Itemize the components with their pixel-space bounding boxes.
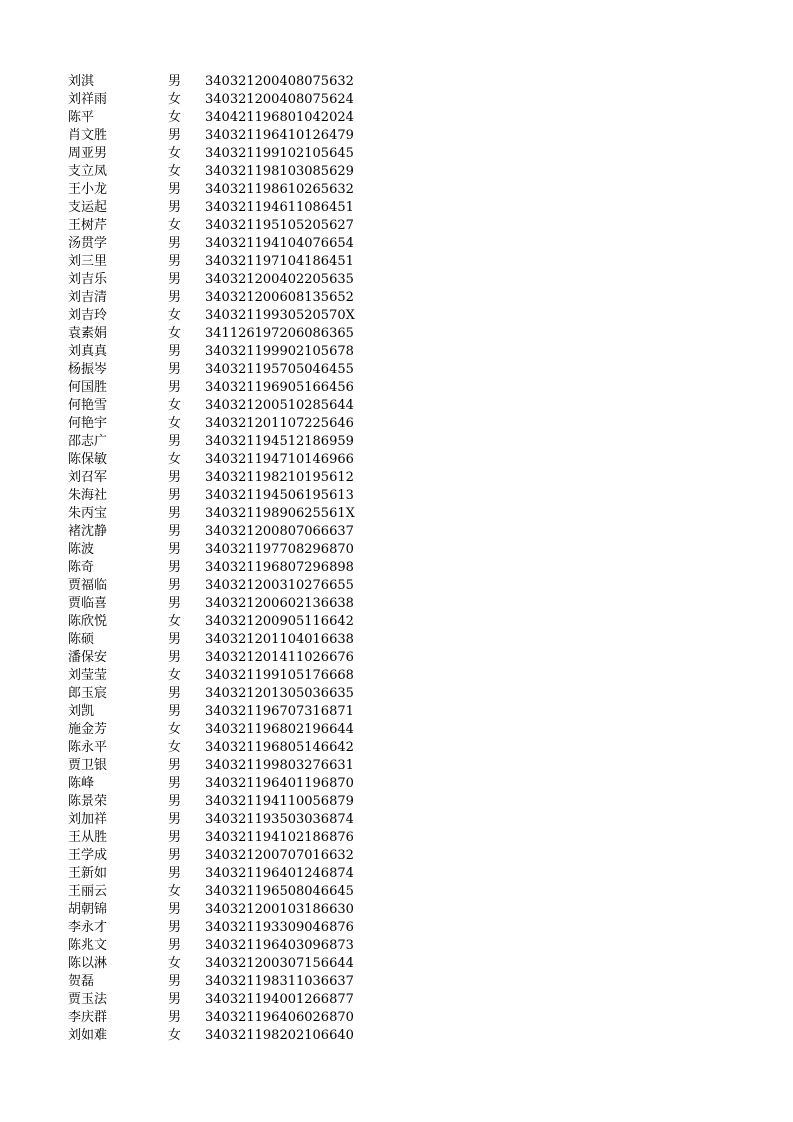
gender-cell: 男: [168, 794, 182, 809]
table-row: [68, 847, 368, 865]
name-cell: 陈永平: [68, 740, 108, 755]
id-number-cell: 340321198311036637: [205, 974, 354, 989]
table-row: [68, 613, 368, 631]
record-table: [68, 73, 368, 1045]
name-cell: 何国胜: [68, 380, 108, 395]
name-cell: 施金芳: [68, 722, 108, 737]
table-row: [68, 289, 368, 307]
id-number-cell: 340321200807066637: [205, 524, 354, 539]
name-cell: 刘吉玲: [68, 308, 108, 323]
id-number-cell: 340321198210195612: [205, 470, 354, 485]
gender-cell: 女: [168, 164, 182, 179]
name-cell: 汤贯学: [68, 236, 108, 251]
name-cell: 朱海社: [68, 488, 108, 503]
table-row: [68, 901, 368, 919]
table-row: [68, 109, 368, 127]
table-row: [68, 811, 368, 829]
name-cell: 支运起: [68, 200, 108, 215]
name-cell: 陈奇: [68, 560, 95, 575]
gender-cell: 男: [168, 992, 182, 1007]
table-row: [68, 145, 368, 163]
gender-cell: 男: [168, 272, 182, 287]
table-row: [68, 91, 368, 109]
table-row: [68, 775, 368, 793]
table-row: [68, 577, 368, 595]
gender-cell: 男: [168, 632, 182, 647]
id-number-cell: 340421196801042024: [205, 110, 354, 125]
gender-cell: 男: [168, 1010, 182, 1025]
name-cell: 陈硕: [68, 632, 95, 647]
name-cell: 刘凯: [68, 704, 95, 719]
table-row: [68, 739, 368, 757]
name-cell: 陈以淋: [68, 956, 108, 971]
table-row: [68, 343, 368, 361]
name-cell: 刘祥雨: [68, 92, 108, 107]
id-number-cell: 340321200402205635: [205, 272, 354, 287]
id-number-cell: 340321198202106640: [205, 1028, 354, 1043]
table-row: [68, 397, 368, 415]
name-cell: 刘莹莹: [68, 668, 108, 683]
table-row: [68, 253, 368, 271]
name-cell: 陈平: [68, 110, 95, 125]
table-row: [68, 199, 368, 217]
gender-cell: 男: [168, 542, 182, 557]
table-row: [68, 595, 368, 613]
name-cell: 何艳宇: [68, 416, 108, 431]
gender-cell: 男: [168, 344, 182, 359]
gender-cell: 女: [168, 722, 182, 737]
table-row: [68, 325, 368, 343]
id-number-cell: 340321196406026870: [205, 1010, 354, 1025]
gender-cell: 男: [168, 254, 182, 269]
id-number-cell: 340321201107225646: [205, 416, 354, 431]
name-cell: 陈峰: [68, 776, 95, 791]
name-cell: 王树芹: [68, 218, 108, 233]
table-row: [68, 955, 368, 973]
table-row: [68, 1027, 368, 1045]
id-number-cell: 340321196807296898: [205, 560, 354, 575]
name-cell: 贾福临: [68, 578, 108, 593]
gender-cell: 男: [168, 650, 182, 665]
gender-cell: 女: [168, 218, 182, 233]
table-row: [68, 829, 368, 847]
id-number-cell: 340321200103186630: [205, 902, 354, 917]
id-number-cell: 340321194506195613: [205, 488, 354, 503]
name-cell: 李永才: [68, 920, 108, 935]
gender-cell: 男: [168, 290, 182, 305]
name-cell: 胡朝锦: [68, 902, 108, 917]
name-cell: 陈保敏: [68, 452, 108, 467]
gender-cell: 男: [168, 848, 182, 863]
name-cell: 何艳雪: [68, 398, 108, 413]
table-row: [68, 865, 368, 883]
id-number-cell: 340321200608135652: [205, 290, 354, 305]
table-row: [68, 217, 368, 235]
id-number-cell: 340321200307156644: [205, 956, 354, 971]
id-number-cell: 340321196401246874: [205, 866, 354, 881]
name-cell: 陈波: [68, 542, 95, 557]
name-cell: 潘保安: [68, 650, 108, 665]
table-row: [68, 973, 368, 991]
gender-cell: 男: [168, 578, 182, 593]
gender-cell: 女: [168, 110, 182, 125]
id-number-cell: 340321196805146642: [205, 740, 354, 755]
name-cell: 褚沈静: [68, 524, 108, 539]
id-number-cell: 340321194710146966: [205, 452, 354, 467]
id-number-cell: 340321195105205627: [205, 218, 354, 233]
gender-cell: 男: [168, 182, 182, 197]
table-row: [68, 433, 368, 451]
id-number-cell: 341126197206086365: [205, 326, 354, 341]
gender-cell: 男: [168, 920, 182, 935]
id-number-cell: 340321197708296870: [205, 542, 354, 557]
table-row: [68, 73, 368, 91]
id-number-cell: 340321194102186876: [205, 830, 354, 845]
table-row: [68, 685, 368, 703]
name-cell: 刘三里: [68, 254, 108, 269]
name-cell: 刘吉清: [68, 290, 108, 305]
table-row: [68, 523, 368, 541]
id-number-cell: 340321200510285644: [205, 398, 354, 413]
gender-cell: 女: [168, 1028, 182, 1043]
gender-cell: 男: [168, 380, 182, 395]
gender-cell: 女: [168, 146, 182, 161]
gender-cell: 男: [168, 830, 182, 845]
name-cell: 李庆群: [68, 1010, 108, 1025]
gender-cell: 男: [168, 434, 182, 449]
gender-cell: 男: [168, 74, 182, 89]
gender-cell: 女: [168, 398, 182, 413]
name-cell: 刘吉乐: [68, 272, 108, 287]
table-row: [68, 181, 368, 199]
gender-cell: 男: [168, 758, 182, 773]
id-number-cell: 340321200408075624: [205, 92, 354, 107]
table-row: [68, 631, 368, 649]
table-row: [68, 883, 368, 901]
id-number-cell: 340321196802196644: [205, 722, 354, 737]
id-number-cell: 34032119930520570X: [205, 308, 355, 323]
name-cell: 贾临喜: [68, 596, 108, 611]
table-row: [68, 163, 368, 181]
name-cell: 袁素娟: [68, 326, 108, 341]
name-cell: 刘真真: [68, 344, 108, 359]
gender-cell: 女: [168, 452, 182, 467]
gender-cell: 女: [168, 92, 182, 107]
table-row: [68, 505, 368, 523]
gender-cell: 男: [168, 200, 182, 215]
table-row: [68, 451, 368, 469]
id-number-cell: 340321196401196870: [205, 776, 354, 791]
id-number-cell: 340321194611086451: [205, 200, 354, 215]
gender-cell: 男: [168, 686, 182, 701]
gender-cell: 男: [168, 470, 182, 485]
name-cell: 王新如: [68, 866, 108, 881]
gender-cell: 男: [168, 128, 182, 143]
id-number-cell: 340321200707016632: [205, 848, 354, 863]
table-row: [68, 469, 368, 487]
name-cell: 王学成: [68, 848, 108, 863]
name-cell: 王从胜: [68, 830, 108, 845]
id-number-cell: 340321194110056879: [205, 794, 354, 809]
id-number-cell: 340321197104186451: [205, 254, 354, 269]
id-number-cell: 340321198103085629: [205, 164, 354, 179]
gender-cell: 男: [168, 938, 182, 953]
gender-cell: 男: [168, 704, 182, 719]
name-cell: 周亚男: [68, 146, 108, 161]
id-number-cell: 340321200310276655: [205, 578, 354, 593]
table-row: [68, 559, 368, 577]
id-number-cell: 340321195705046455: [205, 362, 354, 377]
gender-cell: 女: [168, 668, 182, 683]
id-number-cell: 340321199902105678: [205, 344, 354, 359]
table-row: [68, 127, 368, 145]
id-number-cell: 340321194104076654: [205, 236, 354, 251]
id-number-cell: 340321196403096873: [205, 938, 354, 953]
id-number-cell: 340321199102105645: [205, 146, 354, 161]
id-number-cell: 34032119890625561X: [205, 506, 355, 521]
gender-cell: 女: [168, 308, 182, 323]
gender-cell: 男: [168, 236, 182, 251]
id-number-cell: 340321196410126479: [205, 128, 354, 143]
gender-cell: 男: [168, 488, 182, 503]
id-number-cell: 340321200408075632: [205, 74, 354, 89]
gender-cell: 男: [168, 596, 182, 611]
table-row: [68, 271, 368, 289]
id-number-cell: 340321196707316871: [205, 704, 354, 719]
table-row: [68, 793, 368, 811]
name-cell: 肖文胜: [68, 128, 108, 143]
name-cell: 刘召军: [68, 470, 108, 485]
name-cell: 王小龙: [68, 182, 108, 197]
name-cell: 郎玉宸: [68, 686, 108, 701]
id-number-cell: 340321199803276631: [205, 758, 354, 773]
id-number-cell: 340321201305036635: [205, 686, 354, 701]
table-row: [68, 667, 368, 685]
table-row: [68, 235, 368, 253]
gender-cell: 女: [168, 740, 182, 755]
gender-cell: 男: [168, 560, 182, 575]
id-number-cell: 340321200602136638: [205, 596, 354, 611]
name-cell: 刘如难: [68, 1028, 108, 1043]
table-row: [68, 991, 368, 1009]
table-row: [68, 919, 368, 937]
gender-cell: 女: [168, 956, 182, 971]
name-cell: 支立凤: [68, 164, 108, 179]
name-cell: 贺磊: [68, 974, 95, 989]
id-number-cell: 340321199105176668: [205, 668, 354, 683]
table-row: [68, 649, 368, 667]
name-cell: 王丽云: [68, 884, 108, 899]
gender-cell: 女: [168, 884, 182, 899]
table-row: [68, 721, 368, 739]
id-number-cell: 340321196905166456: [205, 380, 354, 395]
name-cell: 陈欣悦: [68, 614, 108, 629]
id-number-cell: 340321198610265632: [205, 182, 354, 197]
gender-cell: 男: [168, 974, 182, 989]
table-row: [68, 415, 368, 433]
id-number-cell: 340321196508046645: [205, 884, 354, 899]
table-row: [68, 703, 368, 721]
gender-cell: 男: [168, 902, 182, 917]
table-row: [68, 757, 368, 775]
gender-cell: 男: [168, 812, 182, 827]
name-cell: 贾玉法: [68, 992, 108, 1007]
table-row: [68, 379, 368, 397]
gender-cell: 女: [168, 614, 182, 629]
table-row: [68, 1009, 368, 1027]
name-cell: 陈兆文: [68, 938, 108, 953]
name-cell: 朱丙宝: [68, 506, 108, 521]
table-row: [68, 307, 368, 325]
table-row: [68, 361, 368, 379]
gender-cell: 男: [168, 776, 182, 791]
table-row: [68, 937, 368, 955]
table-row: [68, 541, 368, 559]
name-cell: 邵志广: [68, 434, 108, 449]
name-cell: 刘淇: [68, 74, 95, 89]
id-number-cell: 340321193503036874: [205, 812, 354, 827]
gender-cell: 男: [168, 524, 182, 539]
id-number-cell: 340321201104016638: [205, 632, 354, 647]
name-cell: 贾卫银: [68, 758, 108, 773]
name-cell: 陈景荣: [68, 794, 108, 809]
id-number-cell: 340321193309046876: [205, 920, 354, 935]
name-cell: 刘加祥: [68, 812, 108, 827]
gender-cell: 男: [168, 506, 182, 521]
gender-cell: 男: [168, 866, 182, 881]
gender-cell: 女: [168, 326, 182, 341]
id-number-cell: 340321194001266877: [205, 992, 354, 1007]
table-row: [68, 487, 368, 505]
name-cell: 杨振岑: [68, 362, 108, 377]
id-number-cell: 340321194512186959: [205, 434, 354, 449]
gender-cell: 男: [168, 362, 182, 377]
gender-cell: 女: [168, 416, 182, 431]
id-number-cell: 340321200905116642: [205, 614, 354, 629]
id-number-cell: 340321201411026676: [205, 650, 354, 665]
